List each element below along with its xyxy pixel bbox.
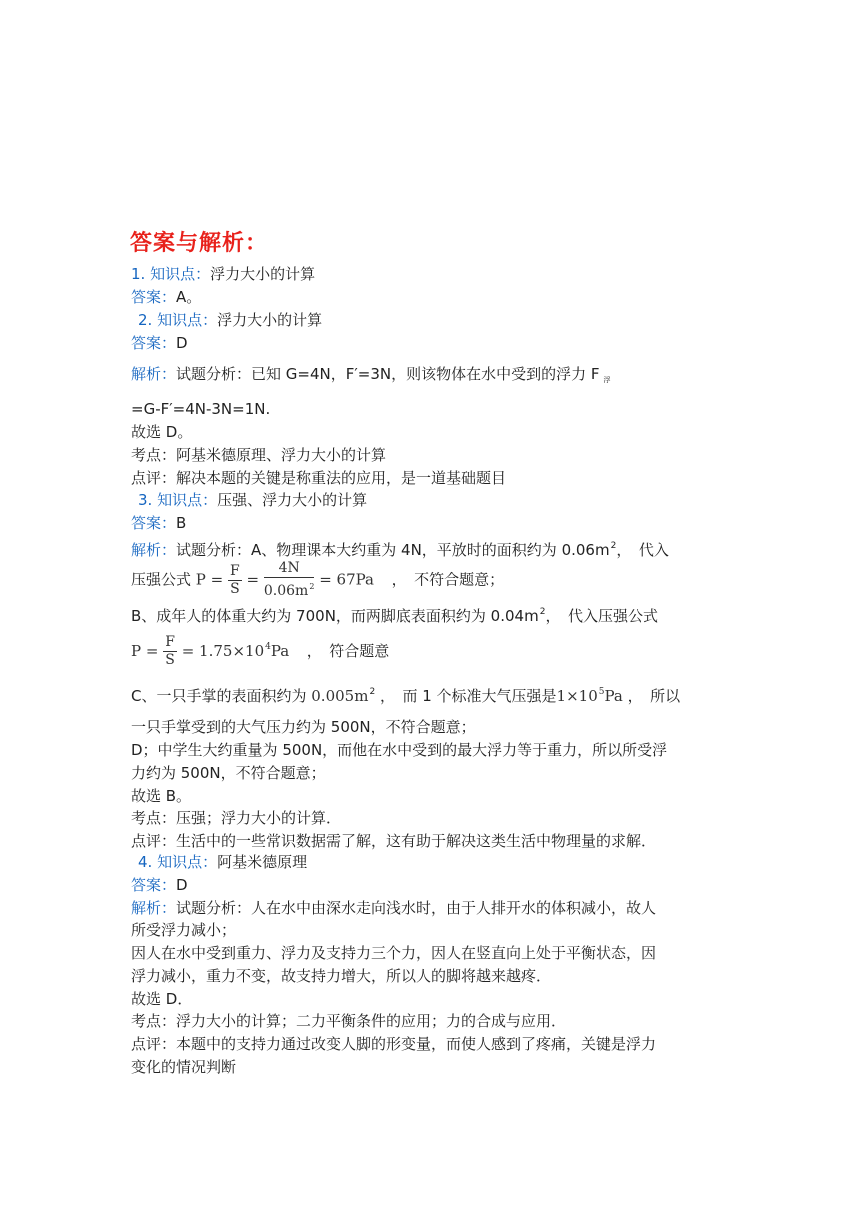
q3-formula-b-suffix: ， 符合题意 <box>306 642 390 660</box>
q1-knowledge-label: 知识点： <box>150 265 211 283</box>
q1-number: 1. <box>131 265 146 283</box>
q3-answer-text: B <box>176 514 187 532</box>
q3-kaodian-line: 考点：压强；浮力大小的计算． <box>131 809 342 827</box>
q3-formula-a-p: P = <box>195 570 224 589</box>
q3-formula-a-f: F <box>230 562 240 579</box>
q3-number: 3. <box>138 491 153 509</box>
q3-b-text: B、成年人的体重大约为 700N，而两脚底表面积约为 0.04m <box>131 607 539 625</box>
q3-formula-a-frac-fs <box>228 563 242 598</box>
q4-analysis-label: 解析： <box>131 899 177 917</box>
q2-knowledge-line <box>138 310 732 330</box>
q3-knowledge-line <box>138 490 732 510</box>
q3-c-line <box>131 682 732 706</box>
q3-knowledge-text: 压强、浮力大小的计算 <box>217 491 368 509</box>
q2-analysis-text: 试题分析：已知 G=4N，F′=3N，则该物体在水中受到的浮力 F <box>176 365 600 383</box>
q4-knowledge-text: 阿基米德原理 <box>217 853 308 871</box>
q3-c-text3: ， 所以 <box>627 687 681 705</box>
q3-answer-label: 答案： <box>131 514 177 532</box>
q4-kaodian-line: 考点：浮力大小的计算；二力平衡条件的应用；力的合成与应用． <box>131 1012 567 1030</box>
q4-choose-line: 故选 D． <box>131 990 193 1008</box>
q3-formula-b-p: P = <box>131 642 159 660</box>
q3-d-line2: 力约为 500N，不符合题意； <box>131 764 326 782</box>
q2-answer-label: 答案： <box>131 334 177 352</box>
q3-formula-b-frac <box>163 634 177 669</box>
q3-choose-line: 故选 B。 <box>131 787 192 805</box>
q3-d-line1: D；中学生大约重量为 500N，而他在水中受到的最大浮力等于重力，所以所受浮 <box>131 741 668 759</box>
q4-answer-text: D <box>176 876 188 894</box>
q2-answer-line <box>131 333 732 353</box>
q4-line2: 所受浮力减小； <box>131 921 237 939</box>
q3-answer-line <box>131 513 732 533</box>
q3-c-area: 0.005m <box>311 687 369 705</box>
q3-analysis-line <box>131 536 732 560</box>
q3-formula-b-unit: Pa <box>270 642 290 660</box>
q2-line2: =G-F′=4N-3N=1N. <box>131 400 271 418</box>
q3-analysis-label: 解析： <box>131 541 177 559</box>
q3-b-superscript: 2 <box>539 607 546 617</box>
q3-formula-a-den: 0.06m <box>263 583 309 599</box>
q4-knowledge-label: 知识点： <box>157 853 218 871</box>
q3-c-text2: ， 而 1 个标准大气压强是 <box>379 687 557 705</box>
q3-formula-a-frac-values <box>264 560 315 600</box>
q3-c-atm-exp: 5 <box>598 687 605 697</box>
q3-formula-a-s: S <box>230 580 240 597</box>
q3-c-area-sup: 2 <box>369 687 376 697</box>
q4-analysis-line <box>131 898 732 918</box>
q2-number: 2. <box>138 311 153 329</box>
q3-formula-b-line <box>131 628 732 670</box>
q2-knowledge-text: 浮力大小的计算 <box>217 311 323 329</box>
q4-line4: 浮力减小，重力不变，故支持力增大，所以人的脚将越来越疼． <box>131 967 552 985</box>
q3-formula-a-line <box>131 560 732 600</box>
q3-dianping-line: 点评：生活中的一些常识数据需了解，这有助于解决这类生活中物理量的求解． <box>131 832 657 850</box>
q4-number: 4. <box>138 853 153 871</box>
q1-answer-label: 答案： <box>131 288 177 306</box>
q1-knowledge-line <box>131 264 732 284</box>
q1-knowledge-text: 浮力大小的计算 <box>210 265 316 283</box>
q3-formula-b-f: F <box>165 634 175 650</box>
q3-knowledge-label: 知识点： <box>157 491 218 509</box>
q3-formula-a-suffix: ， 不符合题意； <box>391 570 505 589</box>
q3-b-line <box>131 602 732 626</box>
q3-formula-a-den-sup: 2 <box>309 582 315 591</box>
q2-knowledge-label: 知识点： <box>157 311 218 329</box>
q2-analysis-label: 解析： <box>131 365 177 383</box>
q2-analysis-line <box>131 364 732 390</box>
q3-formula-a-result: = 67Pa <box>319 570 374 589</box>
q4-analysis-text: 试题分析：人在水中由深水走向浅水时，由于人排开水的体积减小，故人 <box>176 899 657 917</box>
q3-analysis-text: 试题分析：A、物理课本大约重为 4N，平放时的面积约为 0.06m <box>176 541 610 559</box>
q1-answer-text: A。 <box>176 288 202 306</box>
q2-dianping-line: 点评：解决本题的关键是称重法的应用，是一道基础题目 <box>131 469 507 487</box>
q3-formula-a-eq: = <box>246 570 260 589</box>
q3-formula-a-den-wrap <box>264 578 315 600</box>
q3-analysis-superscript: 2 <box>610 541 617 551</box>
q3-b-tail: ， 代入压强公式 <box>545 607 658 625</box>
q3-formula-b-exp: 4 <box>265 642 271 652</box>
q3-formula-b-result: = 1.75×10 <box>181 642 265 660</box>
q4-answer-line <box>131 875 732 895</box>
q1-answer-line <box>131 287 732 307</box>
q2-answer-text: D <box>176 334 188 352</box>
q4-dianping-line2: 变化的情况判断 <box>131 1058 237 1076</box>
q3-c-line2: 一只手掌受到的大气压力约为 500N，不符合题意； <box>131 718 476 736</box>
q3-formula-a-num: 4N <box>264 560 315 578</box>
q4-knowledge-line <box>138 852 732 872</box>
q2-kaodian-line: 考点：阿基米德原理、浮力大小的计算 <box>131 446 387 464</box>
q2-choose-line: 故选 D。 <box>131 423 193 441</box>
q3-c-text1: C、一只手掌的表面积约为 <box>131 687 307 705</box>
q3-formula-b-s: S <box>165 652 175 668</box>
q4-dianping-line1: 点评：本题中的支持力通过改变人脚的形变量，而使人感到了疼痛，关键是浮力 <box>131 1035 657 1053</box>
q3-c-atm-unit: Pa <box>604 687 623 705</box>
q4-line3: 因人在水中受到重力、浮力及支持力三个力，因人在竖直向上处于平衡状态，因 <box>131 944 657 962</box>
section-heading: 答案与解析： <box>130 231 269 256</box>
q4-answer-label: 答案： <box>131 876 177 894</box>
q3-c-atm: 1×10 <box>556 687 598 705</box>
q2-analysis-subscript: 浮 <box>603 376 611 384</box>
q3-formula-a-prefix: 压强公式 <box>131 570 192 589</box>
q3-analysis-tail: ， 代入 <box>616 541 669 559</box>
